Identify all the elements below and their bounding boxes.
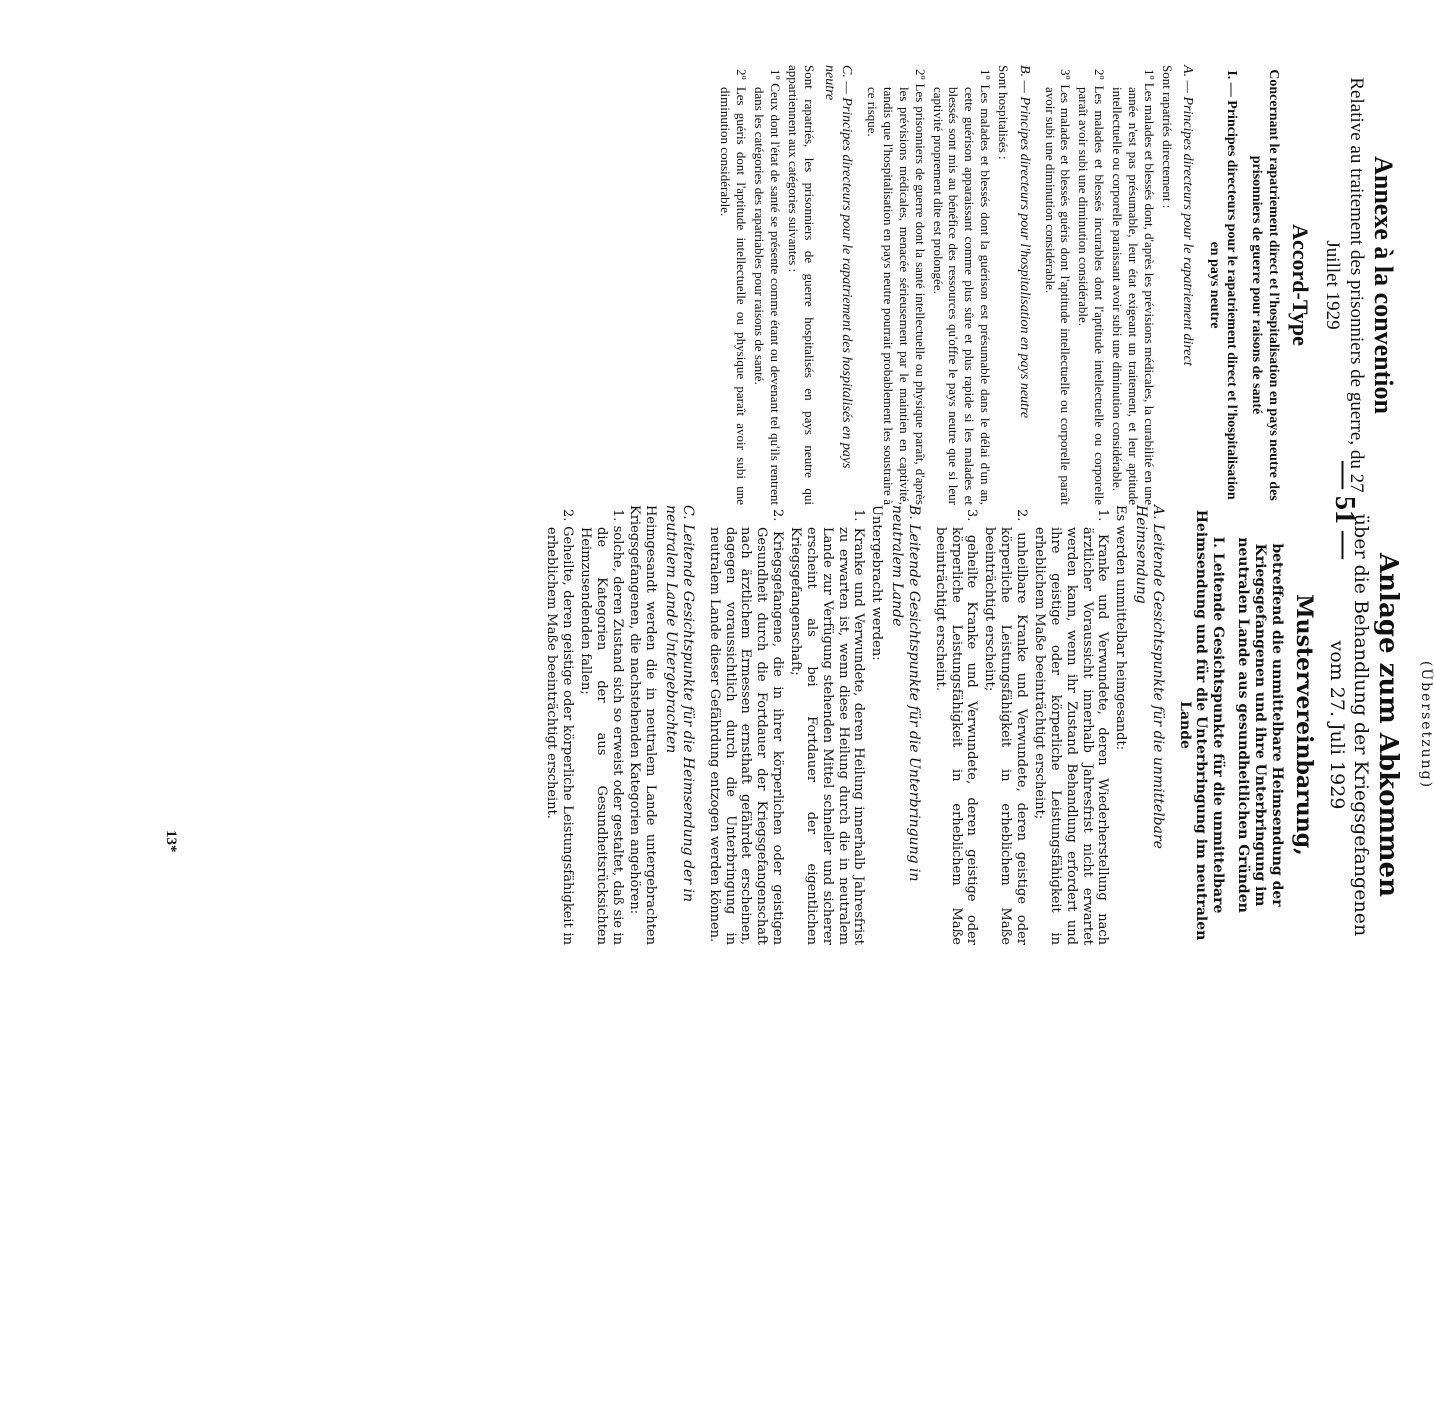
french-a-item: 3º Les malades et blessés guéris dont l'aptitude intellectuelle ou corporelle paraît avoir subi une diminution considérable. (1042, 69, 1074, 505)
french-a-item: 1º Les malades et blessés dont, d'après les prévisions médicales, la curabilité en une année n'est pas présumable, leur état exigeant un traitement, et leur aptitude intellectuelle ou corporelle paraissant avoir subi une diminution considérable. (1110, 69, 1157, 505)
french-title: Annexe à la convention (1369, 156, 1398, 414)
german-a-label: A. Leitende Gesichtspunkte für die unmittelbare Heimsendung (1133, 505, 1166, 849)
german-a-item: 3. geheilte Kranke und Verwundete, deren geistige oder körperliche Leistungsfähigkeit in erheblichem Maße beeinträchtigt erscheint. (932, 509, 980, 945)
german-a-item: 1. Kranke und Verwundete, deren Wiederherstellung nach ärztlicher Voraussicht innerhalb Jahresfrist nicht erwartet werden kann, wenn ihr Zustand Behandlung erfordert und ihre geistige oder körperliche Leistungsfähigkeit in erheblichem Maße beeinträchtigt erscheint; (1031, 509, 1111, 945)
french-b-item: 2º Les prisonniers de guerre dont la santé intellectuelle ou physique paraît, d'après les prévisions médicales, menacée sérieusement par le maintien en captivité, tandis que l'hospitalisation en pays neutre pourrait probablement les soustraire à ce risque. (865, 69, 928, 505)
french-c-item: 2º Les guéris dont l'aptitude intellectuelle ou physique paraît avoir subi une diminution considérable. (718, 69, 750, 505)
french-heading: Accord-Type (1287, 224, 1313, 346)
german-b-item: 2. Kriegsgefangene, die in ihrer körperlichen oder geistigen Gesundheit durch die Fortdauer der Kriegsgefangenschaft nach ärztlichem Ermessen ernsthaft gefährdet erscheinen, dagegen voraussichtlich durch die Unterbringung in neutralem Lande dieser Gefährdung entzogen werden können. (706, 509, 786, 945)
french-a-intro: Sont rapatriés directement : (1159, 65, 1175, 209)
french-b-item: 1º Les malades et blessés dont la guérison est présumable dans le délai d'un an, cette guérison apparaissant comme plus sûre et plus rapide si les malades et blessés sont mis au bénéfice des ressources qu'offre le pays neutre que si leur captivité proprement dite est prolongée. (930, 69, 994, 505)
french-a-item: 2º Les malades et blessés incurables dont l'aptitude intellectuelle ou corporelle paraît avoir subi une diminution considérable. (1076, 69, 1108, 505)
french-section-1: I. — Principes directeurs pour le rapatriement direct et l'hospitalisation en pays neutre (1207, 70, 1240, 500)
german-c-intro: Heimgesandt werden die in neutralem Lande untergebrachten Kriegsgefangenen, die nachstehenden Kategorien angehören: (627, 505, 659, 945)
german-b-label: B. Leitende Gesichtspunkte für die Unterbringung in neutralem Lande (889, 505, 922, 882)
french-a-label: A. — Principes directeurs pour le rapatriement direct (1180, 65, 1196, 366)
french-column (717, 65, 1434, 505)
german-section-1: I. Leitende Gesichtspunkte für die unmittelbare Heimsendung und für die Unterbringung im neutralen Lande (1176, 509, 1227, 941)
german-heading: Mustervereinbarung, (1290, 594, 1317, 856)
german-b-intro: Untergebracht werden: (869, 505, 885, 661)
german-c-label: C. Leitende Gesichtspunkte für die Heimsendung der in neutralem Lande Untergebrachten (663, 505, 696, 902)
german-a-intro: Es werden unmittelbar heimgesandt: (1113, 505, 1129, 751)
german-subtitle: über die Behandlung der Kriegsgefangenen vom 27. Juli 1929 (1326, 513, 1373, 937)
german-concern: betreffend die unmittelbare Heimsendung der Kriegsgefangenen und ihre Unterbringung im neutralen Lande aus gesundheitlichen Gründen (1235, 537, 1285, 913)
french-concern: Concernant le rapatriement direct et l'hospitalisation en pays neutre des prisonniers de guerre pour raisons de santé (1248, 69, 1281, 501)
french-c-intro: Sont rapatriés, les prisonniers de guerre hospitalisés en pays neutre qui appartiennent aux catégories suivantes : (785, 65, 817, 505)
french-c-item: 1º Ceux dont l'état de santé se présente comme étant ou devenant tel qu'ils rentrent dans les catégories des rapatriables pour raisons de santé. (752, 69, 783, 505)
page-number: — 51 — (1329, 461, 1360, 559)
german-title: Anlage zum Abkommen (1373, 553, 1403, 897)
french-b-label: B. — Principes directeurs pour l'hospitalisation en pays neutre (1016, 65, 1032, 419)
translation-note: (Übersetzung) (1418, 660, 1434, 790)
french-c-label: C. — Principes directeurs pour le rapatriement des hospitalisés en pays neutre (822, 65, 855, 469)
german-a-item: 2. unheilbare Kranke und Verwundete, deren geistige oder körperliche Leistungsfähigkeit in erheblichem Maße beeinträchtigt erscheint; (982, 509, 1030, 945)
german-b-item: 1. Kranke und Verwundete, deren Heilung innerhalb Jahresfrist zu erwarten ist, wenn diese Heilung durch die in neutralem Lande zur Verfügung stehenden Mittel schneller und sicherer erscheint als bei Fortdauer der eigentlichen Kriegsgefangenschaft; (788, 509, 867, 945)
german-c-item: 1. solche, deren Zustand sich so erweist oder gestaltet, daß sie in die Kategorien der aus Gesundheitsrücksichten Heimzusendenden fallen; (577, 509, 625, 945)
footer-mark: 13* (163, 830, 179, 853)
german-column (543, 505, 1434, 945)
french-subtitle: Relative au traitement des prisonniers de guerre, du 27 Juillet 1929 (1322, 77, 1368, 493)
german-c-item: 2. Geheilte, deren geistige oder körperliche Leistungsfähigkeit in erheblichem Maße beeinträchtigt erscheint. (544, 509, 575, 945)
french-b-intro: Sont hospitalisés : (995, 65, 1011, 160)
